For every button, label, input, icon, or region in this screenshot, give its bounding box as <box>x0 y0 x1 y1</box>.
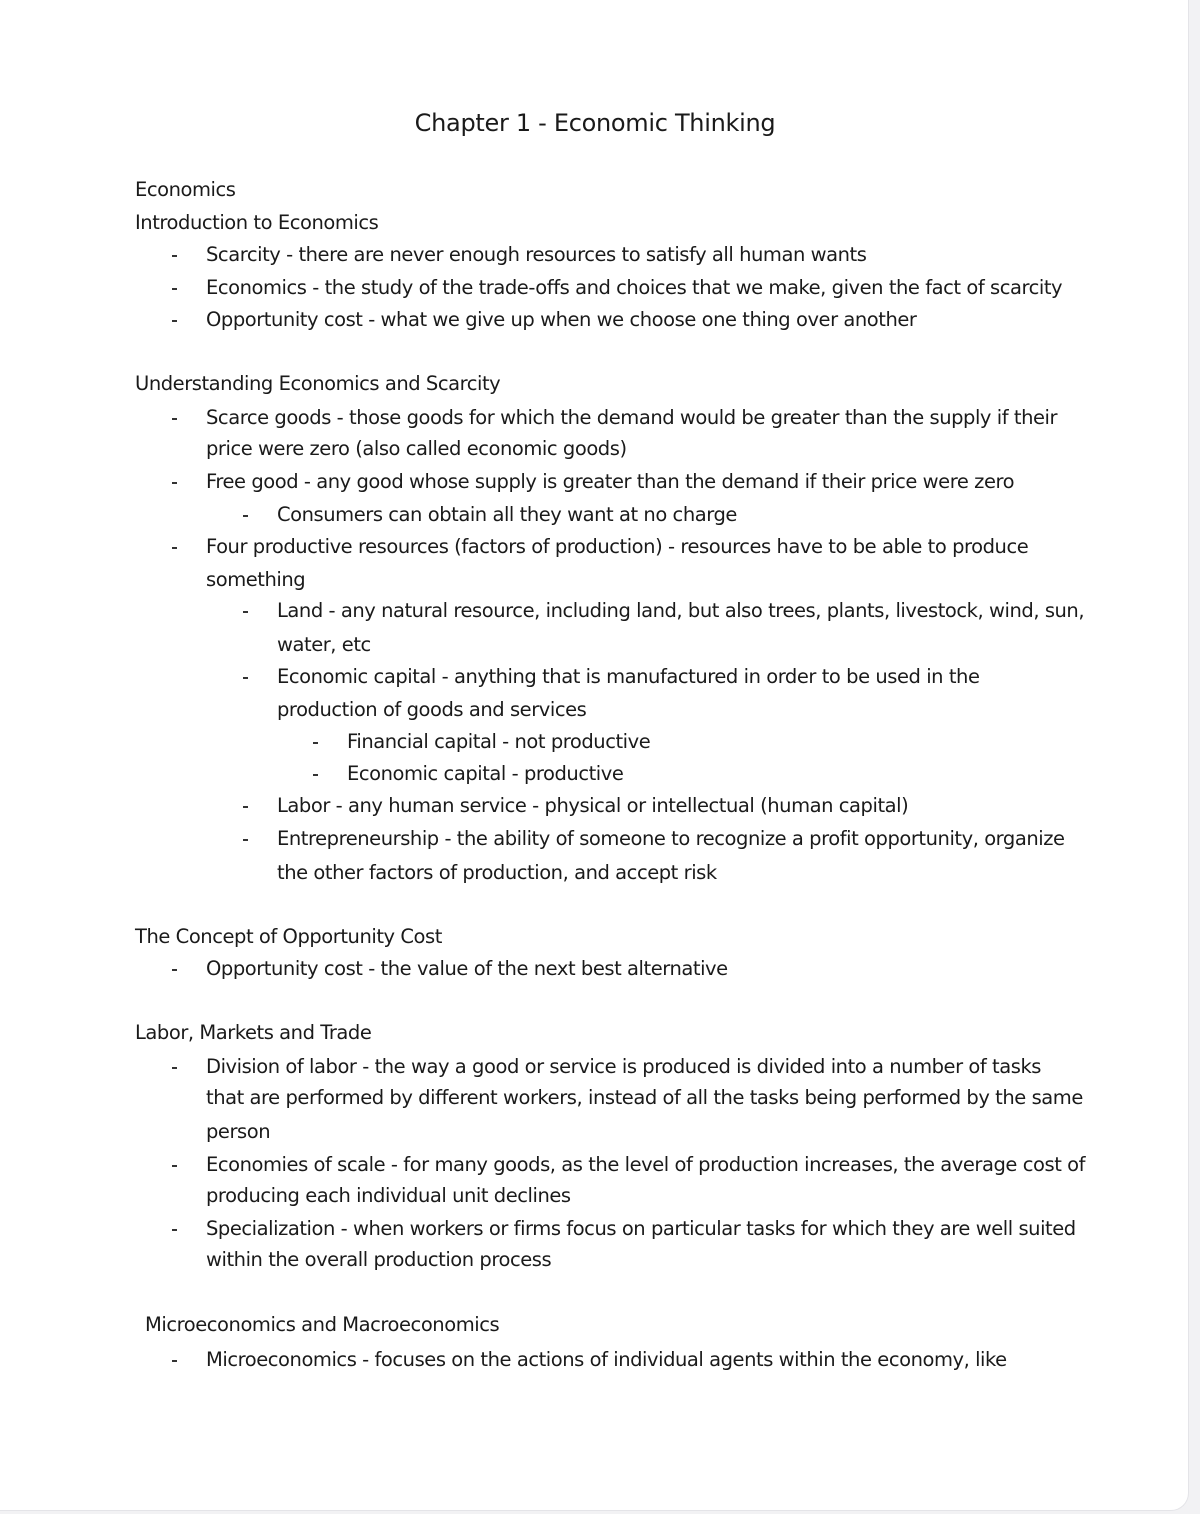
bullet-text-continued: person <box>206 1120 271 1143</box>
bullet-text: Opportunity cost - what we give up when we choose one thing over another <box>206 308 917 331</box>
bullet-dash <box>243 515 248 517</box>
bullet-dash <box>243 839 248 841</box>
bullet-text: Economics - the study of the trade-offs and choices that we make, given the fact of scarcity <box>206 276 1063 299</box>
bullet-text: Economies of scale - for many goods, as the level of production increases, the average cost of <box>206 1153 1086 1176</box>
bullet-dash <box>313 742 318 744</box>
bullet-text: Labor - any human service - physical or intellectual (human capital) <box>277 794 909 817</box>
bullet-text: Financial capital - not productive <box>347 730 651 753</box>
bullet-text: Land - any natural resource, including land, but also trees, plants, livestock, wind, sun, <box>277 599 1085 622</box>
bullet-text: Scarcity - there are never enough resources to satisfy all human wants <box>206 243 867 266</box>
bullet-text-continued: water, etc <box>277 633 371 656</box>
bullet-text: Economic capital - anything that is manufactured in order to be used in the <box>277 665 980 688</box>
bullet-dash <box>172 288 177 290</box>
bullet-text: Free good - any good whose supply is greater than the demand if their price were zero <box>206 470 1015 493</box>
bullet-text: Opportunity cost - the value of the next best alternative <box>206 957 728 980</box>
bullet-text: Consumers can obtain all they want at no charge <box>277 503 737 526</box>
section-heading: Understanding Economics and Scarcity <box>135 372 501 395</box>
page-title: Chapter 1 - Economic Thinking <box>414 109 776 137</box>
section-heading: Introduction to Economics <box>135 211 379 234</box>
bullet-dash <box>172 1360 177 1362</box>
bullet-text-continued: that are performed by different workers, instead of all the tasks being performed by the same <box>206 1086 1083 1109</box>
bullet-dash <box>172 547 177 549</box>
bullet-dash <box>172 320 177 322</box>
bullet-text: Specialization - when workers or firms focus on particular tasks for which they are well suited <box>206 1217 1076 1240</box>
bullet-dash <box>313 774 318 776</box>
bullet-dash <box>172 1229 177 1231</box>
bullet-text: Entrepreneurship - the ability of someone to recognize a profit opportunity, organize <box>277 827 1065 850</box>
bullet-text-continued: producing each individual unit declines <box>206 1184 571 1207</box>
bullet-dash <box>172 418 177 420</box>
bullet-text-continued: within the overall production process <box>206 1248 552 1271</box>
bullet-dash <box>243 806 248 808</box>
section-label: Economics <box>135 178 236 201</box>
bullet-text: Economic capital - productive <box>347 762 624 785</box>
bullet-text: Division of labor - the way a good or service is produced is divided into a number of tasks <box>206 1055 1042 1078</box>
bullet-dash <box>243 677 248 679</box>
bullet-dash <box>172 1165 177 1167</box>
bullet-text-continued: production of goods and services <box>277 698 587 721</box>
bullet-dash <box>172 482 177 484</box>
bullet-dash <box>172 1067 177 1069</box>
bullet-text: Scarce goods - those goods for which the demand would be greater than the supply if their <box>206 406 1058 429</box>
bullet-text: Four productive resources (factors of production) - resources have to be able to produce <box>206 535 1029 558</box>
bullet-dash <box>243 611 248 613</box>
section-heading: Labor, Markets and Trade <box>135 1021 372 1044</box>
bullet-text-continued: the other factors of production, and accept risk <box>277 861 717 884</box>
bullet-dash <box>172 969 177 971</box>
bullet-text-continued: price were zero (also called economic goods) <box>206 437 627 460</box>
bullet-dash <box>172 255 177 257</box>
bullet-text: Microeconomics - focuses on the actions of individual agents within the economy, like <box>206 1348 1007 1371</box>
bullet-text-continued: something <box>206 568 306 591</box>
section-heading: The Concept of Opportunity Cost <box>135 925 442 948</box>
section-heading: Microeconomics and Macroeconomics <box>145 1313 500 1336</box>
